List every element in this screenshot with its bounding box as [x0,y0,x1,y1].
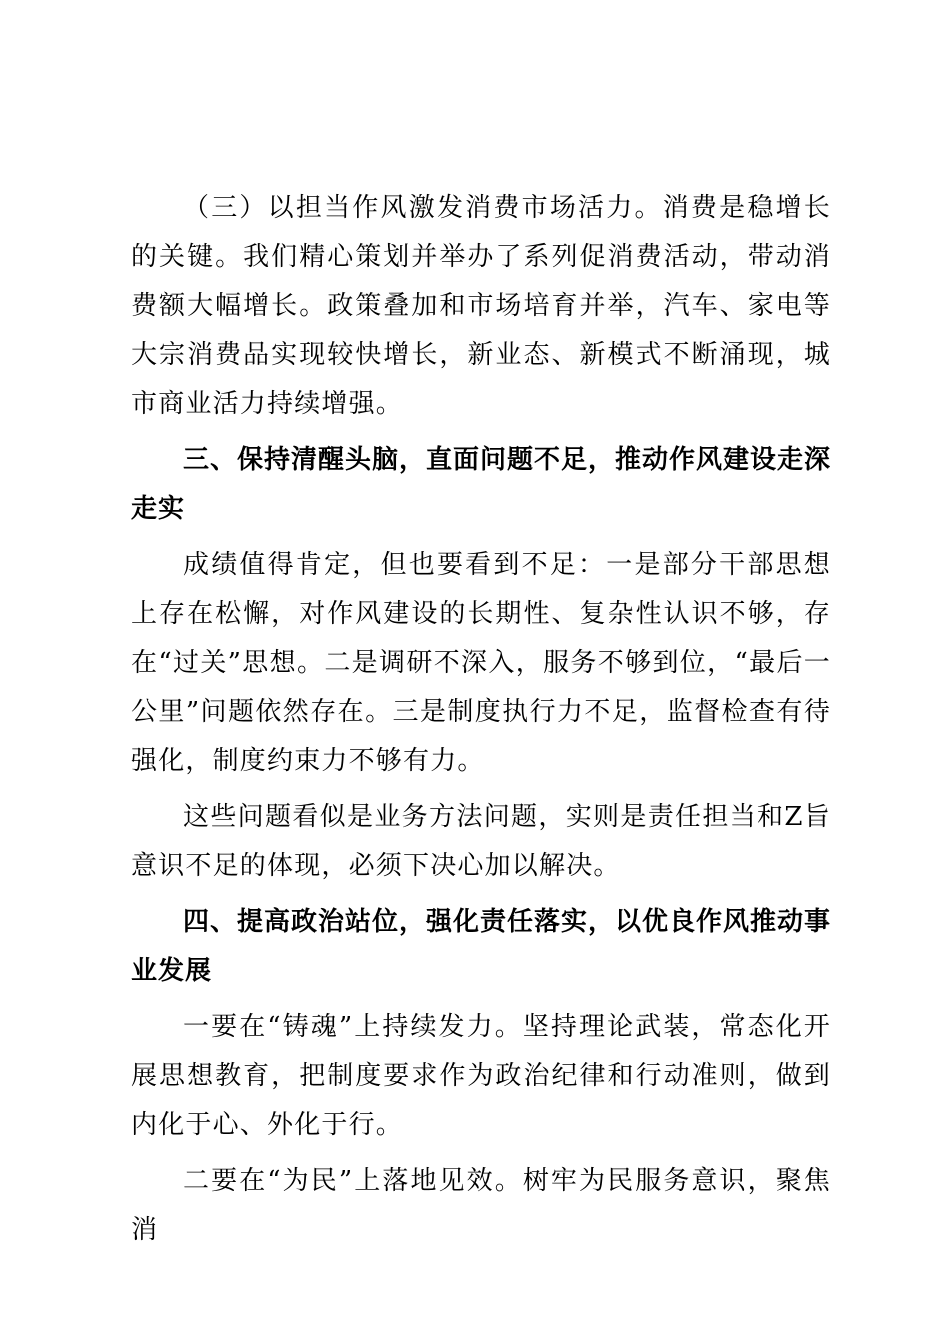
section-heading-four: 四、提高政治站位，强化责任落实，以优良作风推动事业发展 [131,907,832,986]
document-body [131,184,831,1262]
paragraph-shortcomings: 成绩值得肯定，但也要看到不足：一是部分干部思想上存在松懈，对作风建设的长期性、复杂性认识不够，存在“过关”思想。二是调研不深入，服务不够到位，“最后一公里”问题依然存在。三是制度执行力不足，监督检查有待强化，制度约束力不够有力。 [131,550,831,776]
paragraph-serving-people: 二要在“为民”上落地见效。树牢为民服务意识，聚焦消 [131,1166,831,1245]
section-heading-three: 三、保持清醒头脑，直面问题不足，推动作风建设走深走实 [131,445,832,524]
paragraph-soul-casting: 一要在“铸魂”上持续发力。坚持理论武装，常态化开展思想教育，把制度要求作为政治纪律和行动准则，做到内化于心、外化于行。 [131,1012,831,1140]
paragraph-root-cause: 这些问题看似是业务方法问题，实则是责任担当和Z旨意识不足的体现，必须下决心加以解决。 [131,802,831,881]
paragraph-consumption-market: （三）以担当作风激发消费市场活力。消费是稳增长的关键。我们精心策划并举办了系列促消费活动，带动消费额大幅增长。政策叠加和市场培育并举，汽车、家电等大宗消费品实现较快增长，新业态、新模式不断涌现，城市商业活力持续增强。 [131,193,831,419]
